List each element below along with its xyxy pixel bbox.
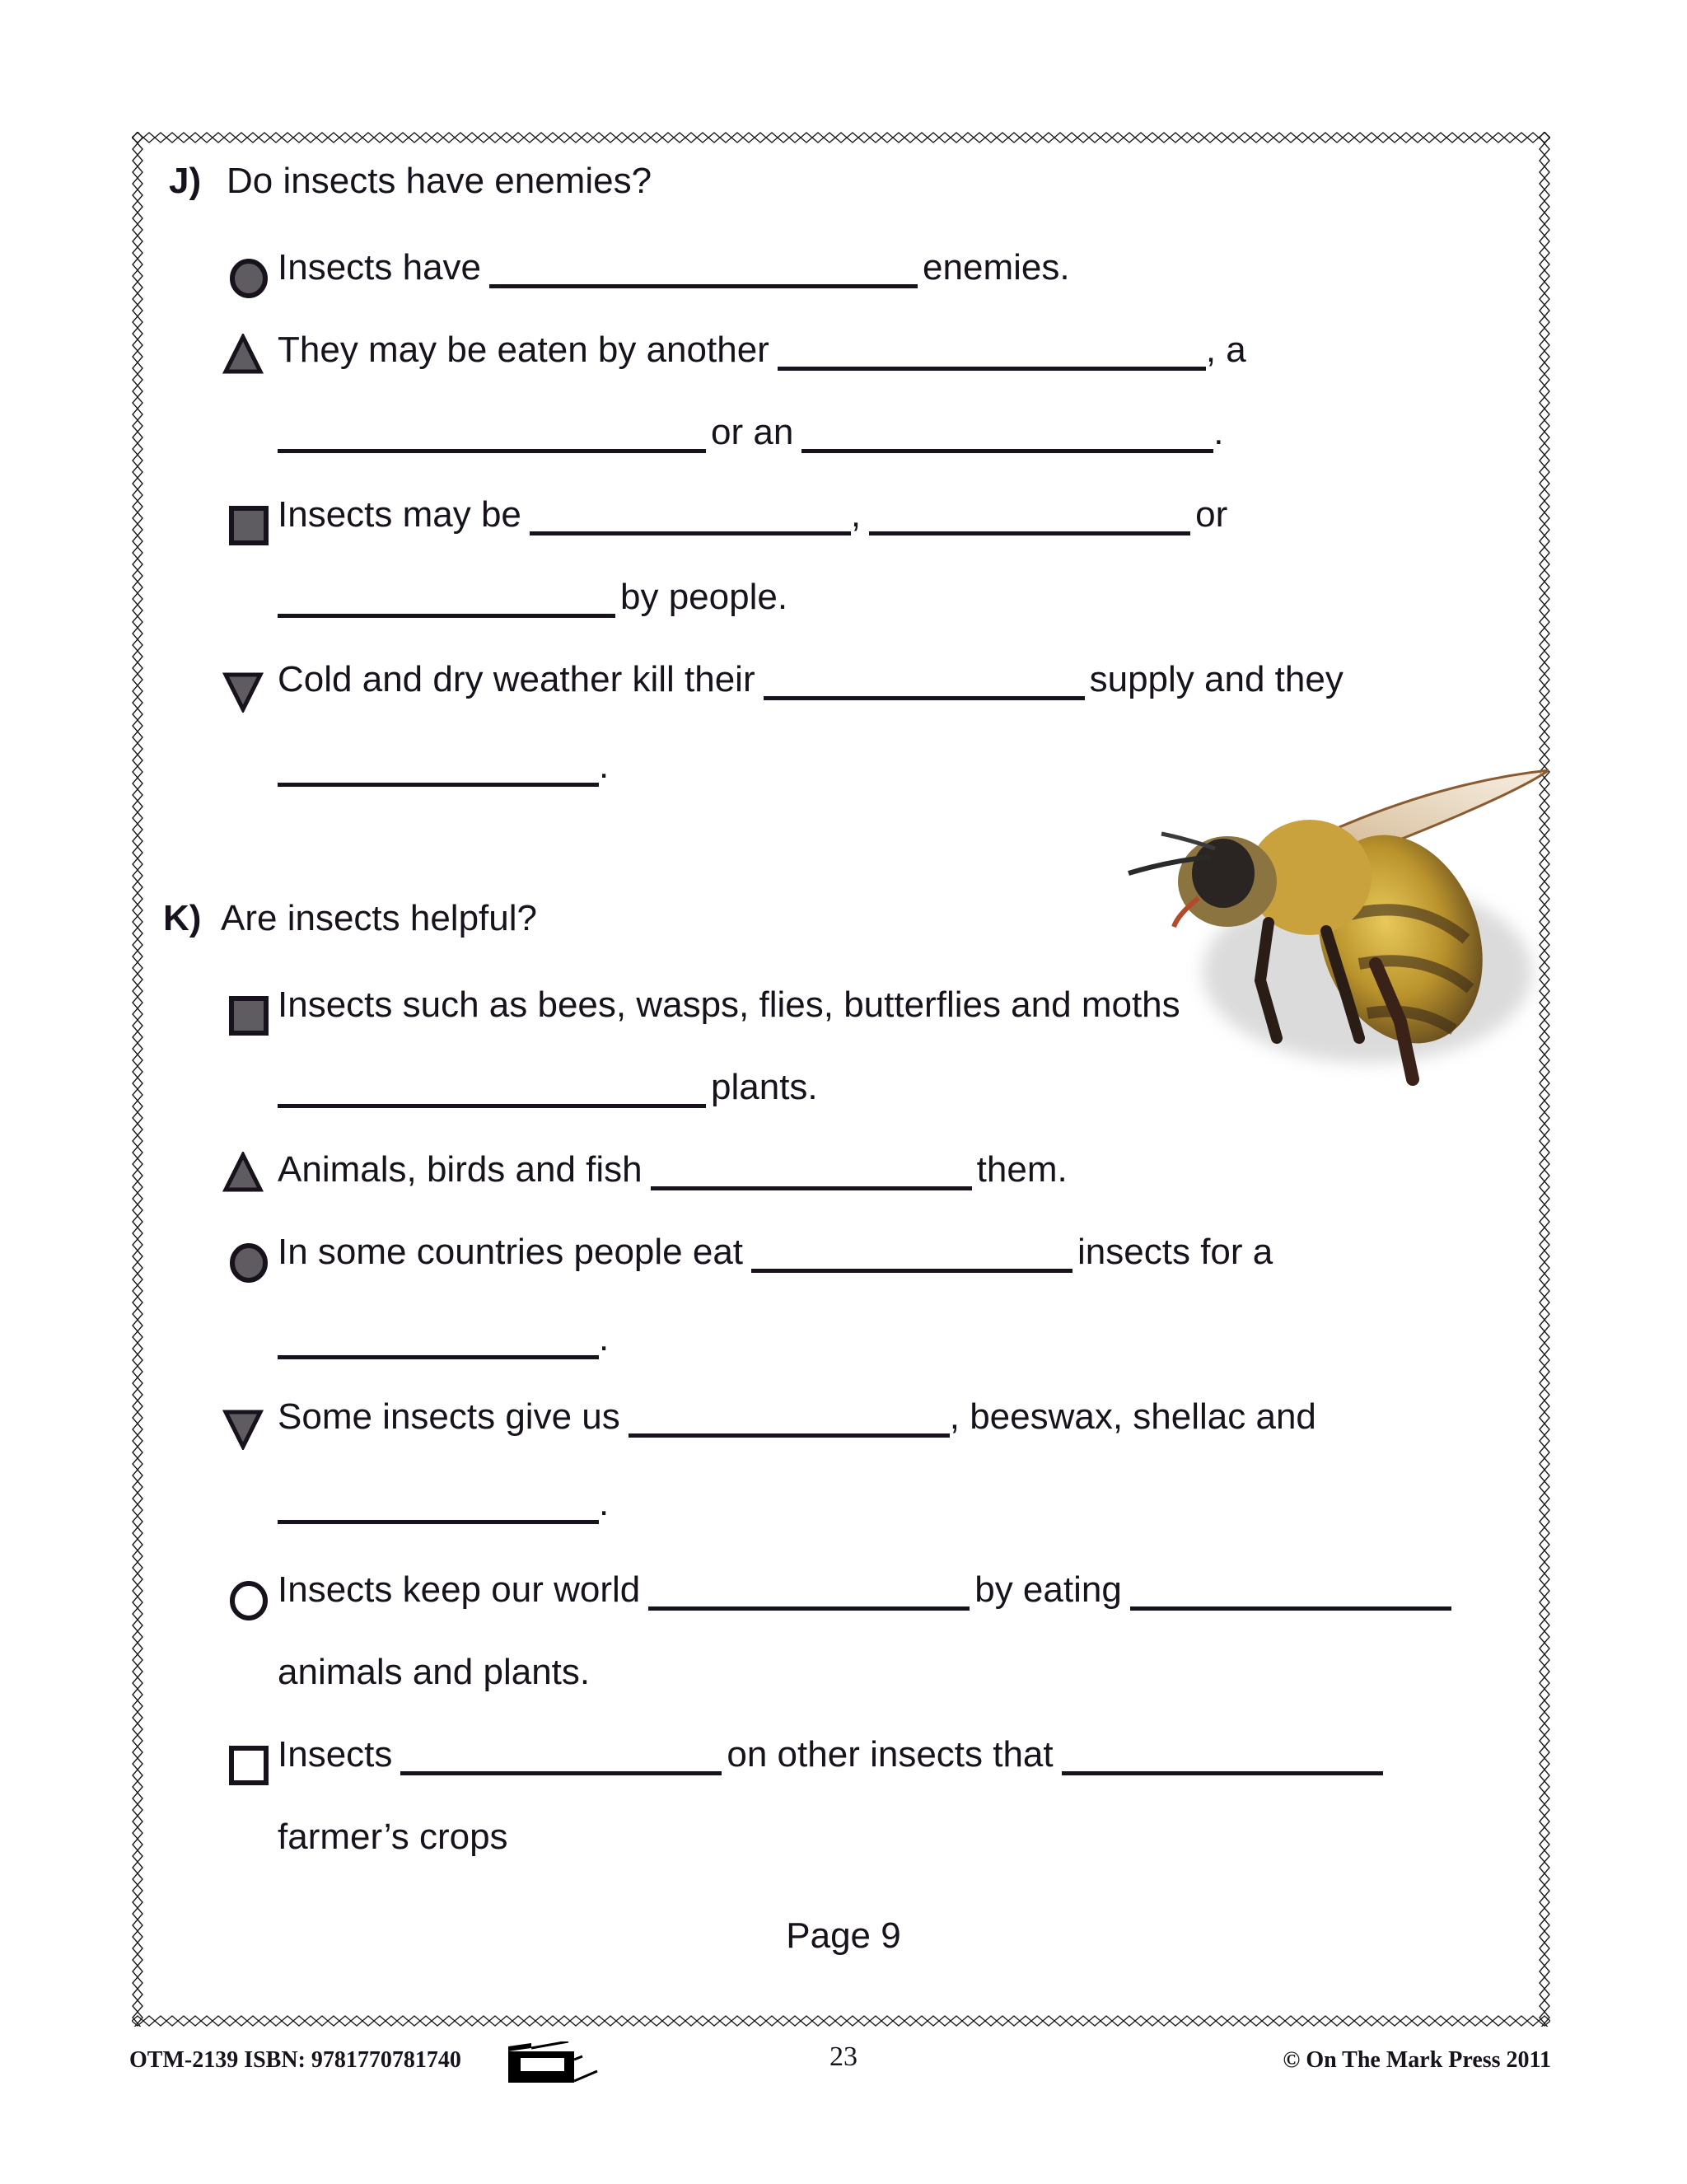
filled-triangle-down-icon — [222, 1409, 264, 1450]
fill-in-line: animals and plants. — [278, 1652, 591, 1692]
fill-in-line: Insects have enemies. — [278, 247, 1070, 288]
filled-triangle-up-icon — [222, 334, 264, 375]
answer-blank[interactable] — [278, 578, 615, 618]
answer-blank[interactable] — [764, 660, 1085, 700]
question-letter: K) — [163, 898, 202, 938]
fill-in-line: In some countries people eat insects for a — [278, 1232, 1273, 1272]
answer-blank[interactable] — [1130, 1570, 1451, 1611]
answer-blank[interactable] — [489, 248, 918, 288]
fill-in-line: plants. — [278, 1067, 818, 1108]
answer-blank[interactable] — [869, 495, 1190, 535]
border-top — [132, 132, 1550, 143]
fill-in-line: . — [278, 1318, 609, 1359]
fill-in-line: or an . — [278, 412, 1224, 453]
fill-in-line: Insects may be , or — [278, 494, 1228, 535]
fill-in-line: . — [278, 746, 609, 787]
answer-blank[interactable] — [278, 1068, 706, 1108]
answer-blank[interactable] — [778, 330, 1206, 371]
fill-in-line: Some insects give us , beeswax, shellac and — [278, 1396, 1316, 1437]
filled-circle-icon — [228, 258, 269, 299]
outline-square-icon — [228, 1745, 269, 1786]
answer-blank[interactable] — [751, 1232, 1072, 1273]
answer-blank[interactable] — [278, 413, 706, 453]
answer-blank[interactable] — [629, 1397, 950, 1438]
answer-blank[interactable] — [648, 1570, 970, 1611]
filled-triangle-down-icon — [222, 671, 264, 713]
fill-in-line: Insects keep our world by eating — [278, 1569, 1456, 1611]
question-letter: J) — [169, 161, 202, 201]
footer-page-number: 23 — [829, 2041, 858, 2072]
honeybee-image — [1120, 766, 1549, 1096]
answer-blank[interactable] — [278, 746, 599, 787]
fill-in-line: Animals, birds and fish them. — [278, 1149, 1068, 1190]
answer-blank[interactable] — [400, 1735, 722, 1775]
border-left — [132, 132, 143, 2027]
answer-blank[interactable] — [1062, 1735, 1383, 1775]
outline-circle-icon — [228, 1580, 269, 1621]
answer-blank[interactable] — [801, 413, 1213, 453]
page-label: Page 9 — [786, 1915, 901, 1956]
answer-blank[interactable] — [651, 1150, 972, 1190]
question-text: Are insects helpful? — [221, 898, 537, 938]
question-heading-j — [169, 161, 652, 202]
footer-copyright: © On The Mark Press 2011 — [1283, 2047, 1551, 2073]
filled-circle-icon — [228, 1242, 269, 1284]
fill-in-line: farmer’s crops — [278, 1817, 508, 1857]
fill-in-line: Cold and dry weather kill their supply and they — [278, 659, 1344, 699]
fill-in-line: Insects such as bees, wasps, flies, butterflies and moths — [278, 984, 1180, 1025]
filled-triangle-up-icon — [222, 1152, 264, 1193]
question-heading-k — [163, 898, 537, 939]
border-bottom — [132, 2015, 1550, 2027]
fill-in-line: Insects on other insects that — [278, 1734, 1388, 1775]
answer-blank[interactable] — [530, 495, 851, 535]
filled-square-icon — [228, 505, 269, 546]
fill-in-line: They may be eaten by another , a — [278, 330, 1246, 370]
filled-square-icon — [228, 995, 269, 1036]
question-text: Do insects have enemies? — [227, 161, 652, 201]
fill-in-line: . — [278, 1483, 609, 1524]
footer-isbn: OTM-2139 ISBN: 9781770781740 — [129, 2047, 461, 2073]
fill-in-line: by people. — [278, 577, 787, 618]
answer-blank[interactable] — [278, 1319, 599, 1359]
answer-blank[interactable] — [278, 1484, 599, 1524]
